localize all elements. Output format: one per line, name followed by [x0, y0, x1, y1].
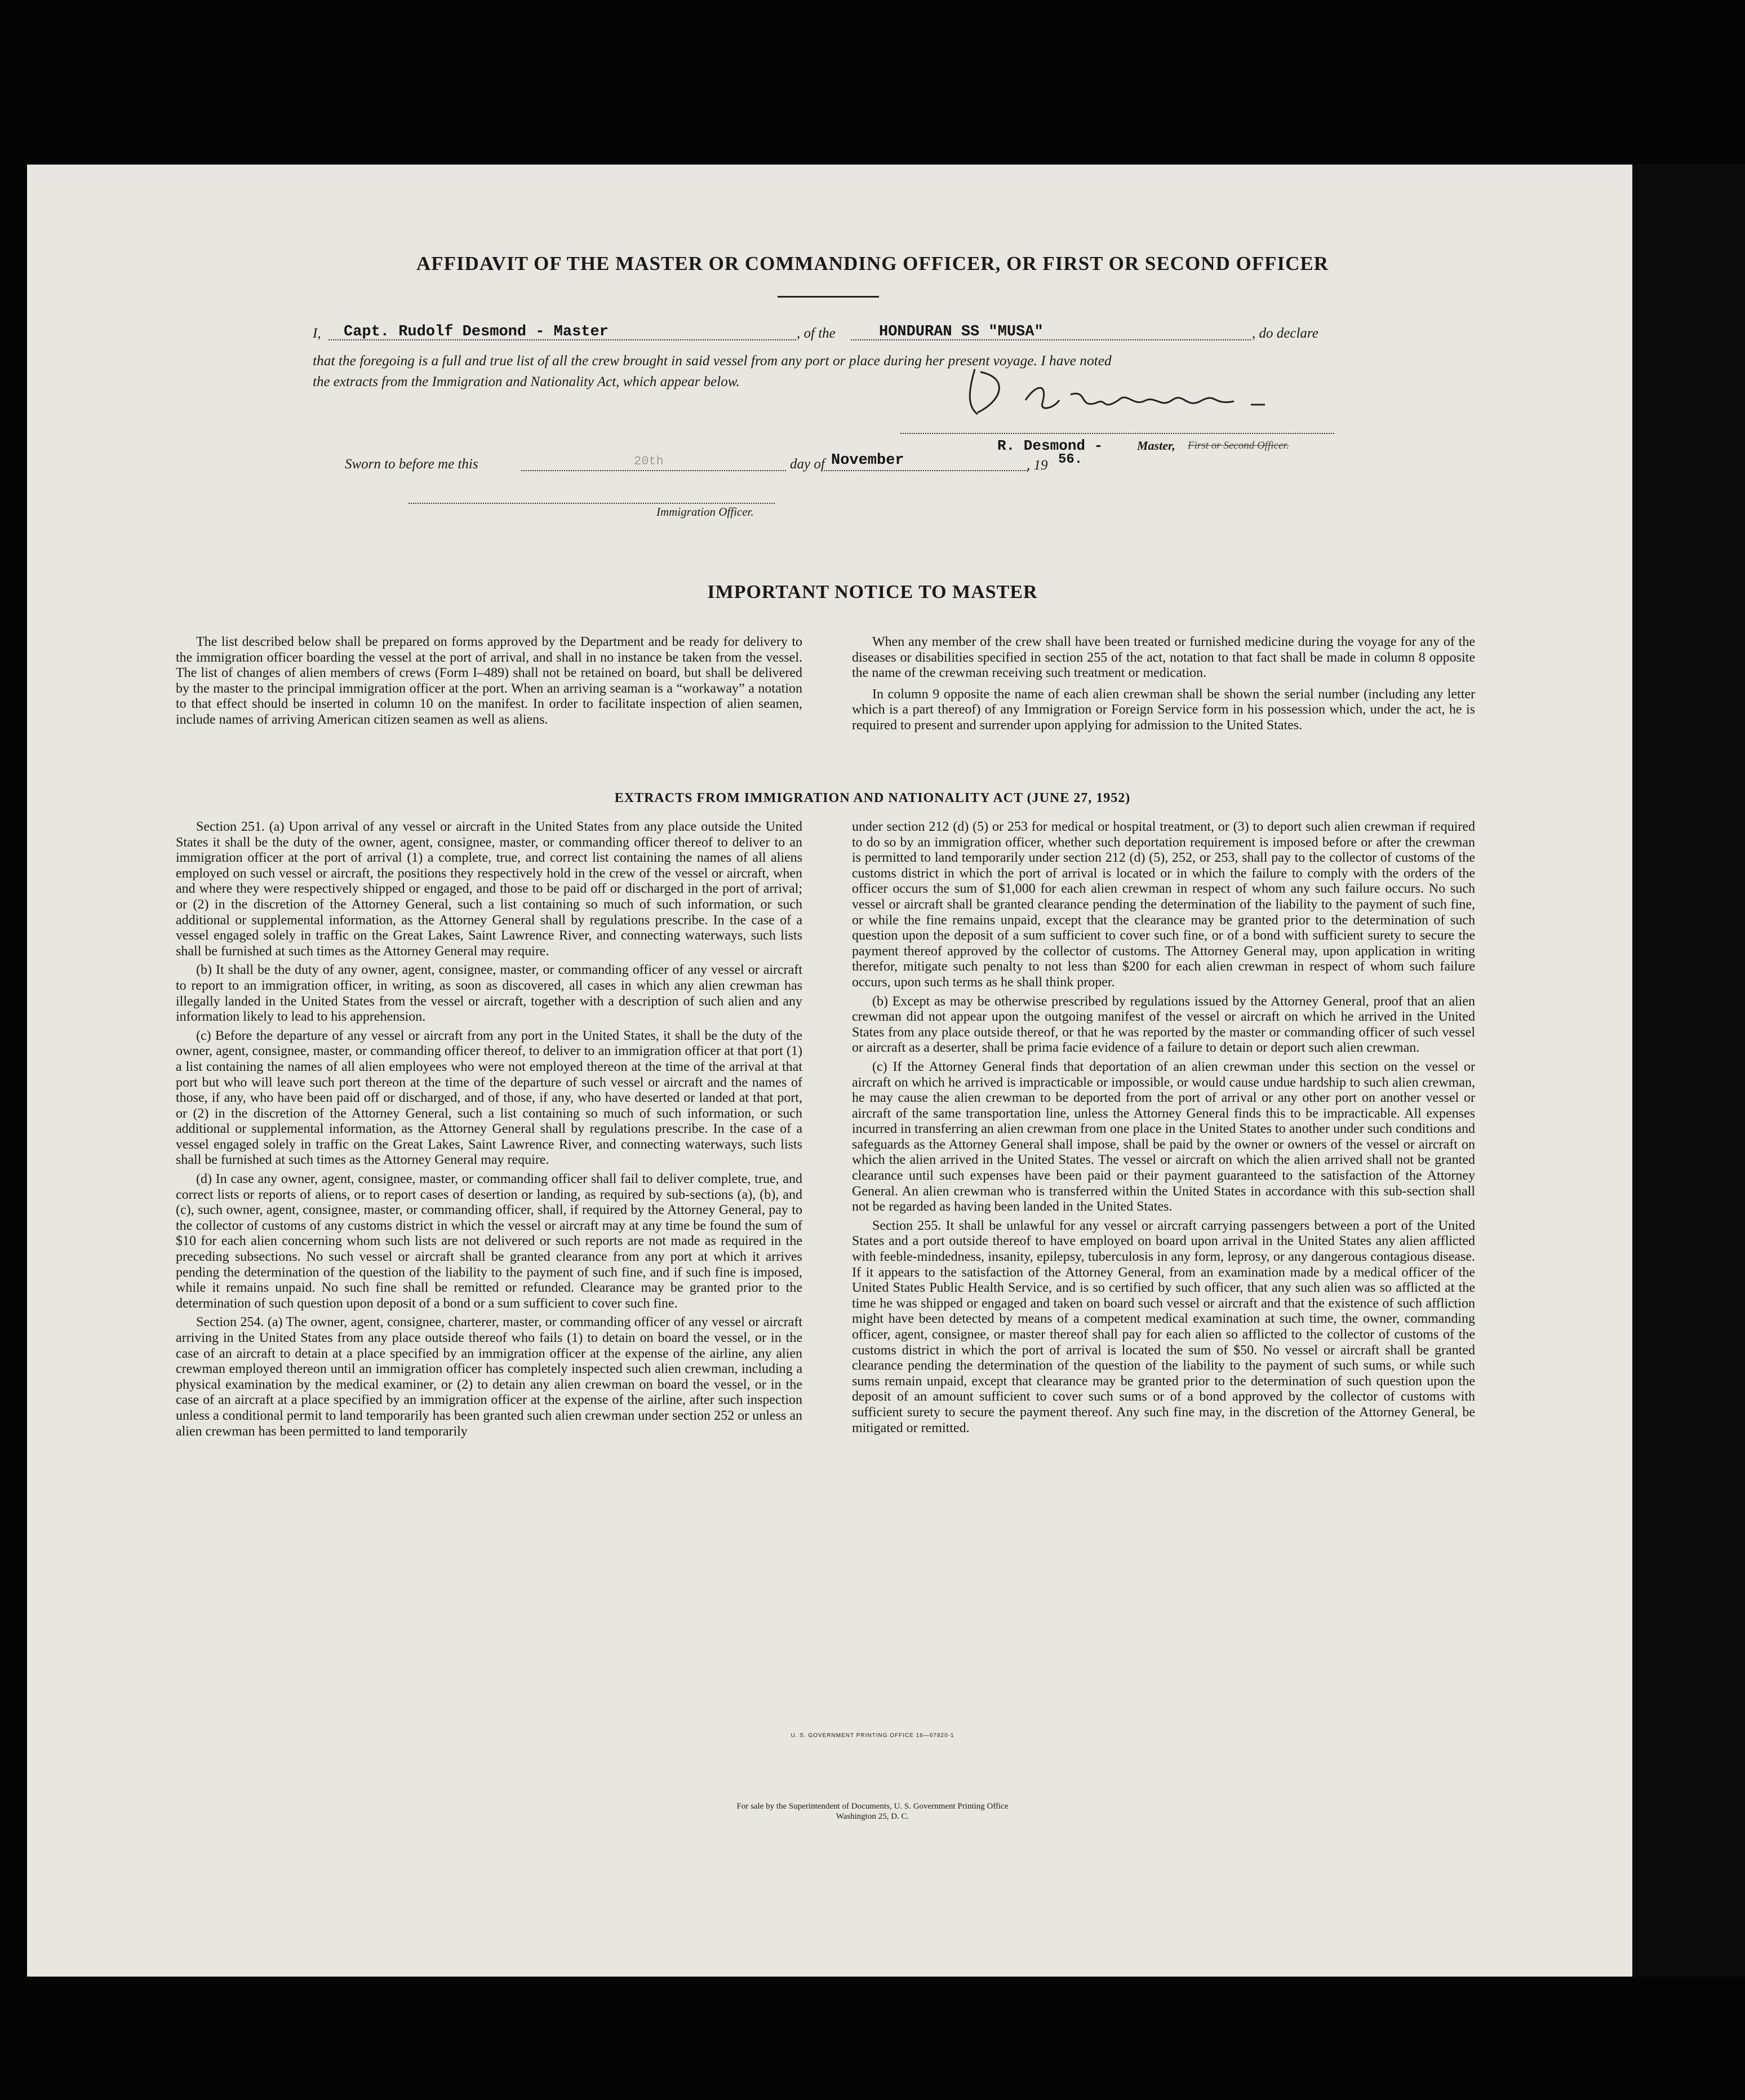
- declaration-line-2: that the foregoing is a full and true list of all the crew brought in said vessel from any port or place during her present voyage. I have noted: [313, 353, 1112, 369]
- sworn-month: November: [831, 452, 904, 469]
- do-declare-label: , do declare: [1252, 326, 1318, 341]
- section-254a: Section 254. (a) The owner, agent, consignee, charterer, master, or commanding officer of any vessel or aircraft arriving in the United States from any place outside thereof who fails (1) to detain on board the vessel, or in the case of an aircraft to detain at a place specified by an immigration officer at the expense of the airline, any alien crewman employed thereon until an immigration officer has completely inspected such alien crewman, including a physical examination by the medical examiner, or (2) to detain any alien crewman on board the vessel, or in the case of an aircraft at a place specified by an immigration officer at the expense of the airline, after such inspection unless a conditional permit to land temporarily has been granted such alien crewman under section 252 or unless an alien crewman has been permitted to land temporarily: [176, 1315, 802, 1439]
- notice-paragraph: When any member of the crew shall have been treated or furnished medicine during the voyage for any of the diseases or disabilities specified in section 255 of the act, notation to that fact shall be made in column 8 opposite the name of the crewman receiving such treatment or medication.: [852, 635, 1475, 681]
- notice-paragraph: In column 9 opposite the name of each alien crewman shall be shown the serial number (including any letter which is a part thereof) of any Immigration or Foreign Service form in his possession which, under the act, he is required to present and surrender upon applying for admission to the United States.: [852, 686, 1475, 733]
- declaration-prefix: I,: [313, 326, 321, 341]
- affidavit-title: AFFIDAVIT OF THE MASTER OR COMMANDING OFFICER, OR FIRST OR SECOND OFFICER: [416, 252, 1329, 274]
- scan-margin: [1632, 165, 1745, 1977]
- section-251c: (c) Before the departure of any vessel or aircraft from any port in the United States, it shall be the duty of the owner, agent, consignee, master, or commanding officer thereof, to deliver to an immigration officer at that port (1) a list containing the names of all alien employees who were not employed thereon at the time of the arrival at that port but who will leave such port thereon at the time of the departure of such vessel or aircraft and the names of those, if any, who have been paid off or discharged, and of those, if any, who have deserted or landed at that port, or (2) in the discretion of the Attorney General, such a list containing so much of such information, or such additional or supplemental information, as the Attorney General shall by regulations prescribe. In the case of a vessel engaged solely in traffic on the Great Lakes, Saint Lawrence River, and connecting waterways, such lists shall be furnished at such times as the Attorney General may require.: [176, 1028, 802, 1168]
- vessel-name: HONDURAN SS "MUSA": [879, 324, 1044, 340]
- signature-title: Master,: [1137, 438, 1175, 453]
- section-251d: (d) In case any owner, agent, consignee, master, or commanding officer shall fail to deliver complete, true, and correct lists or reports of aliens, or to report cases of desertion or landing, as required by sub-sections (a), (b), and (c), such owner, agent, consignee, master, or commanding officer, shall, if required by the Attorney General, pay to the collector of customs of any customs district in which the vessel or aircraft may at any time be found the sum of $10 for each alien concerning whom such lists are not delivered or such reports are not made as required in the preceding subsections. No such vessel or aircraft shall be granted clearance from any port at which it arrives pending the determination of the question of the liability to the payment of such fine, and if such fine is imposed, while it remains unpaid. No such fine shall be remitted or refunded. Clearance may be granted prior to the determination of such question upon deposit of a bond or a sum sufficient to cover such fine.: [176, 1172, 802, 1311]
- section-254b: (b) Except as may be otherwise prescribed by regulations issued by the Attorney General, proof that an alien crewman did not appear upon the outgoing manifest of the vessel or aircraft on which he arrived in the United States from any place outside thereof, or that he was reported by the master or commanding officer of such vessel or aircraft as a deserter, shall be prima facie evidence of a failure to detain or deport such alien crewman.: [852, 994, 1475, 1056]
- section-254c: (c) If the Attorney General finds that deportation of an alien crewman under this section on the vessel or aircraft on which he arrived is impracticable or impossible, or would cause undue hardship to such alien crewman, he may cause the alien crewman to be deported from the port of arrival or any other port on another vessel or aircraft of the same transportation line, unless the Attorney General finds this to be impracticable. All expenses incurred in transferring an alien crewman from one place in the United States to another under such conditions and safeguards as the Attorney General shall impose, shall be paid by the owner or owners of the vessel or aircraft on which the alien arrived in the United States. The vessel or aircraft on which the alien arrived shall not be granted clearance until such expenses have been paid or their payment guaranteed to the satisfaction of the Attorney General. An alien crewman who is transferred within the United States in accordance with this sub-section shall not be regarded as having been landed in the United States.: [852, 1059, 1475, 1215]
- officer-signature-line: [409, 503, 775, 504]
- declaration-line-3: the extracts from the Immigration and Nationality Act, which appear below.: [313, 374, 740, 389]
- struck-officer-title: First or Second Officer.: [1188, 440, 1289, 451]
- sworn-label: Sworn to before me this: [345, 457, 478, 472]
- extracts-title: EXTRACTS FROM IMMIGRATION AND NATIONALITY ACT (JUNE 27, 1952): [614, 791, 1131, 805]
- notice-paragraph: The list described below shall be prepared on forms approved by the Department and be ready for delivery to the immigration officer boarding the vessel at the port of arrival, and shall in no instance be taken from the vessel. The list of changes of alien members of crews (Form I–489) shall not be retained on board, but shall be delivered by the master to the principal immigration officer at the port. When an arriving seaman is a “workaway” a notation to that effect should be inserted in column 10 on the manifest. In order to facilitate inspection of alien seamen, include names of arriving American citizen seamen as well as aliens.: [176, 635, 802, 727]
- section-251a: Section 251. (a) Upon arrival of any vessel or aircraft in the United States from any place outside the United States it shall be the duty of the owner, agent, consignee, master, or commanding officer thereof to deliver to an immigration officer at the port of arrival (1) a complete, true, and correct list containing the names of all aliens employed on such vessel or aircraft, the positions they respectively hold in the crew of the vessel or aircraft, when and where they were respectively shipped or engaged, and those to be paid off or discharged in the port of arrival; or (2) in the discretion of the Attorney General, such a list containing so much of such information, or such additional or supplemental information, as the Attorney General shall by regulations prescribe. In the case of a vessel engaged solely in traffic on the Great Lakes, Saint Lawrence River, and connecting waterways, such lists shall be furnished at such times as the Attorney General may require.: [176, 819, 802, 959]
- sale-line-2: Washington 25, D. C.: [836, 1812, 909, 1821]
- signature-line: [900, 433, 1334, 434]
- section-254a-cont: under section 212 (d) (5) or 253 for medical or hospital treatment, or (3) to deport such alien crewman if required to do so by an immigration officer, whether such deportation requirement is imposed before or after the crewman is permitted to land temporarily under section 212 (d) (5), 252, or 253, shall pay to the collector of customs of the customs district in which the port of arrival is located or in which the failure to comply with the orders of the officer occurs the sum of $1,000 for each alien crewman in respect of whom any such failure occurs. No such vessel or aircraft shall be granted clearance pending the determination of the liability to the payment of such fine, or while the fine remains unpaid, except that the clearance may be granted prior to the determination of such question upon the deposit of a sum sufficient to cover such fine, or of a bond with sufficient surety to secure the payment thereof approved by the collector of customs. The Attorney General may, upon application in writing therefor, mitigate such penalty to not less than $200 for each alien crewman in respect of whom such failure occurs, upon such terms as he shall think proper.: [852, 819, 1475, 990]
- section-251b: (b) It shall be the duty of any owner, agent, consignee, master, or commanding officer of any vessel or aircraft to report to an immigration officer, in writing, as soon as discovered, all cases in which any alien crewman has illegally landed in the United States from the vessel or aircraft, together with a description of such alien and any information likely to lead to his apprehension.: [176, 963, 802, 1025]
- signature-typed-name: R. Desmond -: [997, 437, 1103, 454]
- day-blank: [521, 470, 786, 471]
- handwritten-signature: [958, 361, 1341, 440]
- sworn-day: 20th: [634, 454, 664, 468]
- sale-notice: [0, 1801, 1745, 1822]
- of-the-label: , of the: [797, 326, 836, 341]
- year-prefix: , 19: [1027, 458, 1048, 473]
- day-of-label: day of: [790, 457, 825, 472]
- master-name: Capt. Rudolf Desmond - Master: [344, 324, 609, 340]
- sale-line-1: For sale by the Superintendent of Documents, U. S. Government Printing Office: [736, 1802, 1009, 1811]
- gpo-imprint: U. S. GOVERNMENT PRINTING OFFICE 16—67820-1: [791, 1733, 954, 1739]
- extracts-left-column: [176, 819, 802, 1439]
- month-blank: [824, 470, 1028, 471]
- notice-left-column: [176, 635, 802, 728]
- notice-title: IMPORTANT NOTICE TO MASTER: [707, 582, 1038, 602]
- section-255: Section 255. It shall be unlawful for any vessel or aircraft carrying passengers between a port of the United States and a port outside thereof to have employed on board upon arrival in the United States any alien afflicted with feeble-mindedness, insanity, epilepsy, tuberculosis in any form, leprosy, or any dangerous contagious disease. If it appears to the satisfaction of the Attorney General, from an examination made by a medical officer of the United States Public Health Service, and is so certified by such officer, that any such alien was so afflicted at the time he was shipped or engaged and taken on board such vessel or aircraft and that the existence of such affliction might have been detected by means of a competent medical examination at such time, the owner, commanding officer, agent, consignee, or master thereof shall pay for each alien so afflicted to the collector of customs of the customs district in which the port of arrival is located the sum of $50. No vessel or aircraft shall be granted clearance pending the determination of the question of the liability to the payment of such sums, or while such sums remain unpaid, except that clearance may be granted prior to the determination of such question upon the deposit of an amount sufficient to cover such sums or of a bond approved by the collector of customs with sufficient surety to secure the payment thereof. Any such fine may, in the discretion of the Attorney General, be mitigated or remitted.: [852, 1218, 1475, 1436]
- extracts-right-column: [852, 819, 1475, 1436]
- notice-right-column: [852, 635, 1475, 734]
- sworn-year: 56.: [1058, 452, 1083, 467]
- title-divider: [778, 296, 879, 298]
- immigration-officer-label: Immigration Officer.: [656, 505, 754, 519]
